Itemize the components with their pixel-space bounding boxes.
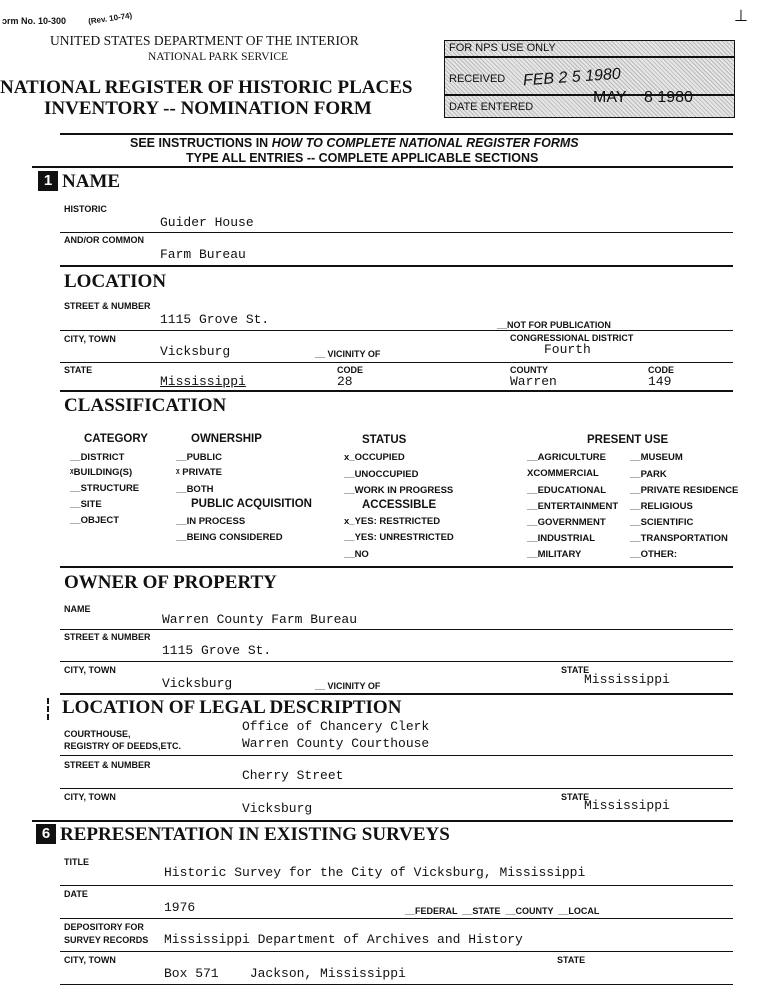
public-acquisition-heading: PUBLIC ACQUISITION (191, 498, 312, 510)
owner-city-label: CITY, TOWN (64, 665, 116, 675)
page-mark: ⊥ (734, 8, 748, 25)
instructions-line1 (130, 136, 579, 150)
accessible-yes-restricted: x_YES: RESTRICTED (344, 516, 441, 527)
section-surveys-title: REPRESENTATION IN EXISTING SURVEYS (60, 824, 450, 845)
use-agriculture: __AGRICULTURE (527, 452, 606, 463)
historic-name-value: Guider House (160, 215, 254, 230)
category-buildings: ᵡBUILDING(S) (70, 467, 133, 478)
section-name-heading (38, 171, 120, 193)
state-code-value: 28 (337, 374, 353, 389)
category-site: __SITE (70, 499, 102, 510)
accessible-no: __NO (344, 549, 369, 560)
use-park: __PARK (630, 469, 667, 480)
survey-date-value: 1976 (164, 900, 196, 915)
use-religious: __RELIGIOUS (630, 501, 693, 512)
common-name-value: Farm Bureau (160, 247, 246, 262)
nps-box-title: FOR NPS USE ONLY (449, 42, 556, 54)
survey-date-label: DATE (64, 889, 88, 899)
category-object: __OBJECT (70, 515, 120, 526)
category-heading: CATEGORY (84, 433, 148, 445)
use-military: __MILITARY (527, 549, 582, 560)
accessible-yes-unrestricted: __YES: UNRESTRICTED (344, 532, 454, 543)
owner-street-value: 1115 Grove St. (162, 643, 272, 658)
location-vicinity-label: __ VICINITY OF (315, 349, 381, 359)
congressional-district-label: CONGRESSIONAL DISTRICT (510, 333, 634, 343)
survey-title-label: TITLE (64, 857, 89, 867)
use-government: __GOVERNMENT (527, 517, 606, 528)
legal-state-value: Mississippi (584, 798, 670, 813)
survey-level-options: __FEDERAL __STATE __COUNTY __LOCAL (405, 906, 600, 916)
legal-street-value: Cherry Street (242, 768, 344, 783)
common-name-label: AND/OR COMMON (64, 235, 144, 245)
use-private-residence: __PRIVATE RESIDENCE (630, 485, 739, 496)
revision-note: (Rev. 10-74) (87, 10, 133, 27)
county-value: Warren (510, 374, 557, 389)
received-label: RECEIVED (449, 73, 506, 85)
section-surveys-heading (36, 824, 450, 846)
margin-mark (47, 698, 51, 720)
survey-state-label: STATE (557, 955, 586, 965)
section-name-title: NAME (62, 171, 121, 192)
legal-city-label: CITY, TOWN (64, 792, 116, 802)
state-code-label: CODE (337, 365, 364, 375)
form-title-line2: INVENTORY -- NOMINATION FORM (44, 98, 372, 119)
use-educational: __EDUCATIONAL (527, 485, 606, 496)
use-entertainment: __ENTERTAINMENT (527, 501, 619, 512)
owner-vicinity-label: __ VICINITY OF (315, 681, 381, 691)
instructions-booklet: HOW TO COMPLETE NATIONAL REGISTER FORMS (271, 136, 579, 150)
section-classification-heading: CLASSIFICATION (64, 395, 227, 416)
use-industrial: __INDUSTRIAL (527, 533, 596, 544)
location-city-value: Vicksburg (160, 344, 231, 359)
location-state-label: STATE (64, 365, 93, 375)
use-other: __OTHER: (630, 549, 677, 560)
county-code-label: CODE (648, 365, 675, 375)
location-street-label: STREET & NUMBER (64, 301, 151, 311)
depository-value: Mississippi Department of Archives and History (164, 932, 523, 947)
ownership-private: ᵡ PRIVATE (176, 467, 223, 478)
status-heading: STATUS (362, 434, 407, 446)
owner-city-value: Vicksburg (162, 676, 233, 691)
historic-label: HISTORIC (64, 204, 107, 214)
acquisition-in-process: __IN PROCESS (176, 516, 246, 527)
owner-state-value: Mississippi (584, 672, 670, 687)
section-owner-heading: OWNER OF PROPERTY (64, 572, 277, 593)
survey-city-value: Box 571 Jackson, Mississippi (164, 966, 406, 981)
owner-name-label: NAME (64, 604, 91, 614)
location-street-value: 1115 Grove St. (160, 312, 270, 327)
service-name: NATIONAL PARK SERVICE (148, 51, 289, 63)
section-number-1: 1 (38, 171, 58, 191)
section-legal-description-heading: LOCATION OF LEGAL DESCRIPTION (62, 697, 402, 718)
county-label: COUNTY (510, 365, 548, 375)
use-transportation: __TRANSPORTATION (630, 533, 728, 544)
section-number-6: 6 (36, 824, 56, 844)
legal-street-label: STREET & NUMBER (64, 760, 151, 770)
depository-label-line1: DEPOSITORY FOR (64, 922, 144, 932)
status-work-in-progress: __WORK IN PROGRESS (344, 485, 454, 496)
status-unoccupied: __UNOCCUPIED (344, 469, 419, 480)
courthouse-value-line1: Office of Chancery Clerk (242, 719, 430, 734)
received-stamp: FEB 2 5 1980 (522, 65, 622, 90)
ownership-both: __BOTH (176, 484, 214, 495)
form-title-line1: NATIONAL REGISTER OF HISTORIC PLACES (0, 77, 413, 98)
owner-street-label: STREET & NUMBER (64, 632, 151, 642)
instructions-line2: TYPE ALL ENTRIES -- COMPLETE APPLICABLE SECTIONS (186, 151, 539, 165)
category-structure: __STRUCTURE (70, 483, 140, 494)
use-museum: __MUSEUM (630, 452, 683, 463)
county-code-value: 149 (648, 374, 672, 389)
instructions-prefix: SEE INSTRUCTIONS IN (130, 136, 272, 150)
not-for-publication-label: __NOT FOR PUBLICATION (497, 320, 611, 330)
location-city-label: CITY, TOWN (64, 334, 116, 344)
location-state-value: Mississippi (160, 374, 246, 389)
legal-city-value: Vicksburg (242, 801, 313, 816)
survey-title-value: Historic Survey for the City of Vicksburg, Mississippi (164, 865, 586, 880)
registry-label: REGISTRY OF DEEDS,ETC. (64, 741, 182, 751)
ownership-public: __PUBLIC (176, 452, 222, 463)
use-commercial: XCOMMERCIAL (527, 468, 599, 479)
date-entered-label: DATE ENTERED (449, 101, 534, 113)
depository-label-line2: SURVEY RECORDS (64, 935, 149, 945)
accessible-heading: ACCESSIBLE (362, 499, 437, 511)
form-number: ɔrm No. 10-300 (2, 16, 67, 26)
legal-state-label: STATE (561, 792, 590, 802)
congressional-district-value: Fourth (544, 342, 591, 357)
department-name: UNITED STATES DEPARTMENT OF THE INTERIOR (50, 33, 359, 48)
present-use-heading: PRESENT USE (587, 434, 669, 446)
owner-state-label: STATE (561, 665, 590, 675)
use-scientific: __SCIENTIFIC (630, 517, 694, 528)
status-occupied: x_OCCUPIED (344, 452, 405, 463)
nps-use-box (444, 40, 735, 118)
ownership-heading: OWNERSHIP (191, 433, 262, 445)
courthouse-label: COURTHOUSE, (64, 729, 131, 739)
acquisition-being-considered: __BEING CONSIDERED (176, 532, 283, 543)
survey-city-label: CITY, TOWN (64, 955, 116, 965)
courthouse-value-line2: Warren County Courthouse (242, 736, 430, 751)
date-entered-stamp: MAY 8 1980 (593, 89, 693, 106)
owner-name-value: Warren County Farm Bureau (162, 612, 358, 627)
category-district: __DISTRICT (70, 452, 125, 463)
section-location-heading: LOCATION (64, 271, 167, 292)
